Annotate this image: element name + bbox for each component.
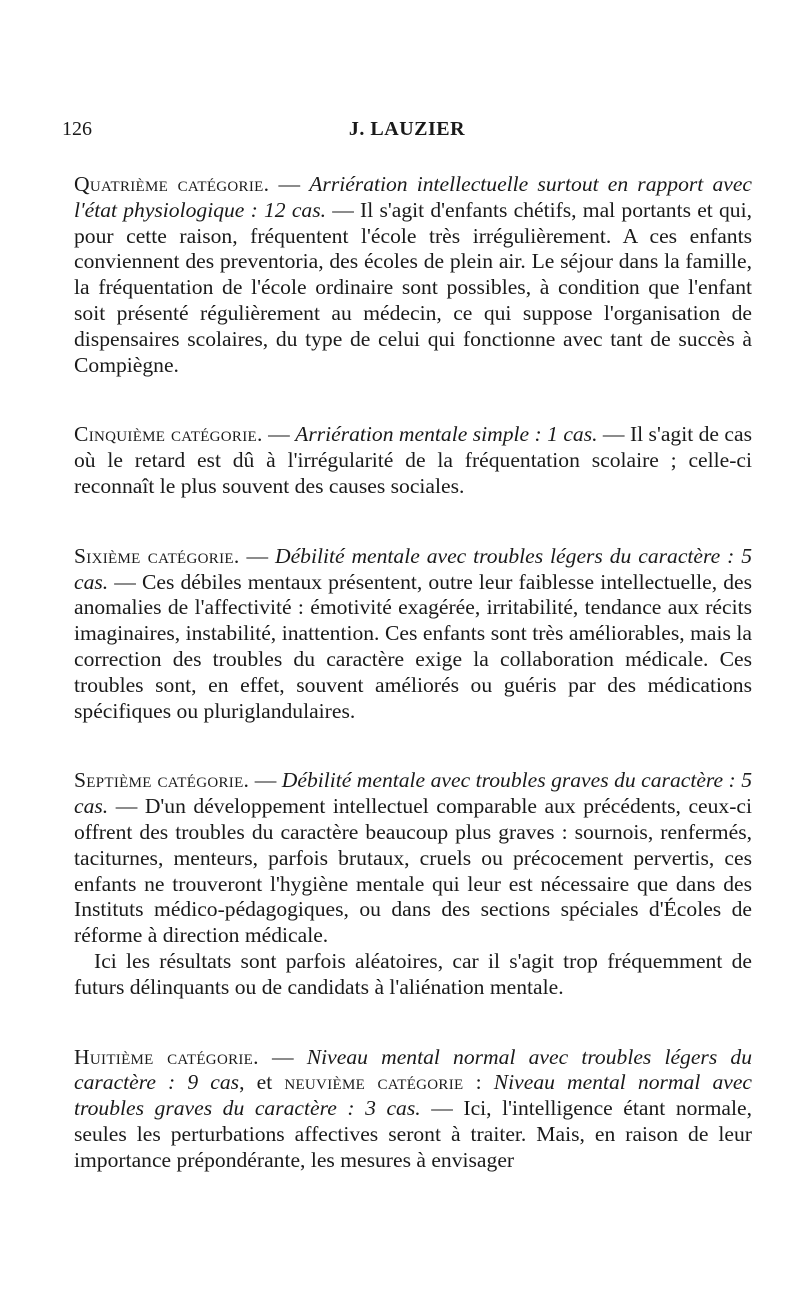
section-separator: : [463,1070,494,1095]
section-title: Arriération mentale simple : 1 cas. [295,422,598,447]
page-number: 126 [62,118,92,140]
running-head [62,118,752,148]
section-paragraph [74,422,752,499]
section-heading: neuvième catégorie [284,1070,464,1095]
section-text: — D'un développement intellectuel comparable aux précédents, ceux-ci offrent des troubles du caractère beaucoup plus graves : sournois, renfermés, taciturnes, menteurs, parfois brutaux, cruels ou précocement pervertis, ces enfants ne trouveront l'hygiène mentale qui leur est nécessaire que dans des Instituts médico-pédagogiques, ou dans des sections spéciales d'Écoles de réforme à direction médicale. [74,794,752,948]
section-dash: — [262,422,296,447]
section-text: — Ici, l'intelligence étant normale, seules les perturbations affectives seront à traiter. Mais, en raison de leur importance prépondérante, les mesures à envisager [74,1096,752,1172]
running-title: J. LAUZIER [348,118,466,140]
section-title: Niveau mental normal avec troubles graves du caractère : 3 cas. [74,1070,752,1121]
continuation-paragraph: Ici les résultats sont parfois aléatoires, car il s'agit trop fréquemment de futurs délinquants ou de candidats à l'aliénation mentale. [74,948,752,999]
section-joiner: , et [239,1070,285,1095]
section-dash: — [239,543,275,568]
section-paragraph [74,172,752,378]
section-heading: Septième catégorie. [74,768,250,793]
section-title: Débilité mentale avec troubles graves du caractère : 5 cas. [74,768,753,819]
section-text: — Il s'agit d'enfants chétifs, mal portants et qui, pour cette raison, fréquentent l'école très irrégulièrement. A ces enfants conviennent des preventoria, des écoles de plein air. Le séjour dans la famille, la fréquentation de l'école ordinaire sont possibles, à condition que l'enfant soit présenté régulièrement au médecin, ce qui suppose l'organisation de dispensaires scolaires, du type de celui qui fonctionne avec tant de succès à Compiègne. [74,197,752,377]
section-paragraph [74,768,752,949]
section-heading: Cinquième catégorie. [74,422,263,447]
section-heading: Huitième catégorie. [74,1044,259,1069]
section-paragraph [74,1045,752,1174]
section-dash: — [269,172,310,196]
section-title: Arriération intellectuelle surtout en rapport avec l'état physiologique : 12 cas. [74,172,753,222]
section-dash: — [249,768,282,793]
section-heading: Sixième catégorie. [74,543,240,568]
body-text [74,172,752,1174]
section-heading: Quatrième catégorie. [74,172,270,196]
section-paragraph [74,544,752,725]
section-title: Débilité mentale avec troubles légers du caractère : 5 cas. [74,543,753,594]
section-text: — Il s'agit de cas où le retard est dû à l'irrégularité de la fréquentation scolaire ; celle-ci reconnaît le plus souvent des causes sociales. [74,422,753,498]
section-title: Niveau mental normal avec troubles légers du caractère : 9 cas [74,1044,753,1095]
section-dash: — [258,1044,307,1069]
section-text: — Ces débiles mentaux présentent, outre leur faiblesse intellectuelle, des anomalies de l'affectivité : émotivité exagérée, irritabilité, tendance aux récits imaginaires, instabilité, inattention. Ces enfants sont très améliorables, mais la correction des troubles du caractère exige la collaboration médicale. Ces troubles sont, en effet, souvent améliorés ou guéris par des médications spécifiques ou pluriglandulaires. [74,569,752,723]
